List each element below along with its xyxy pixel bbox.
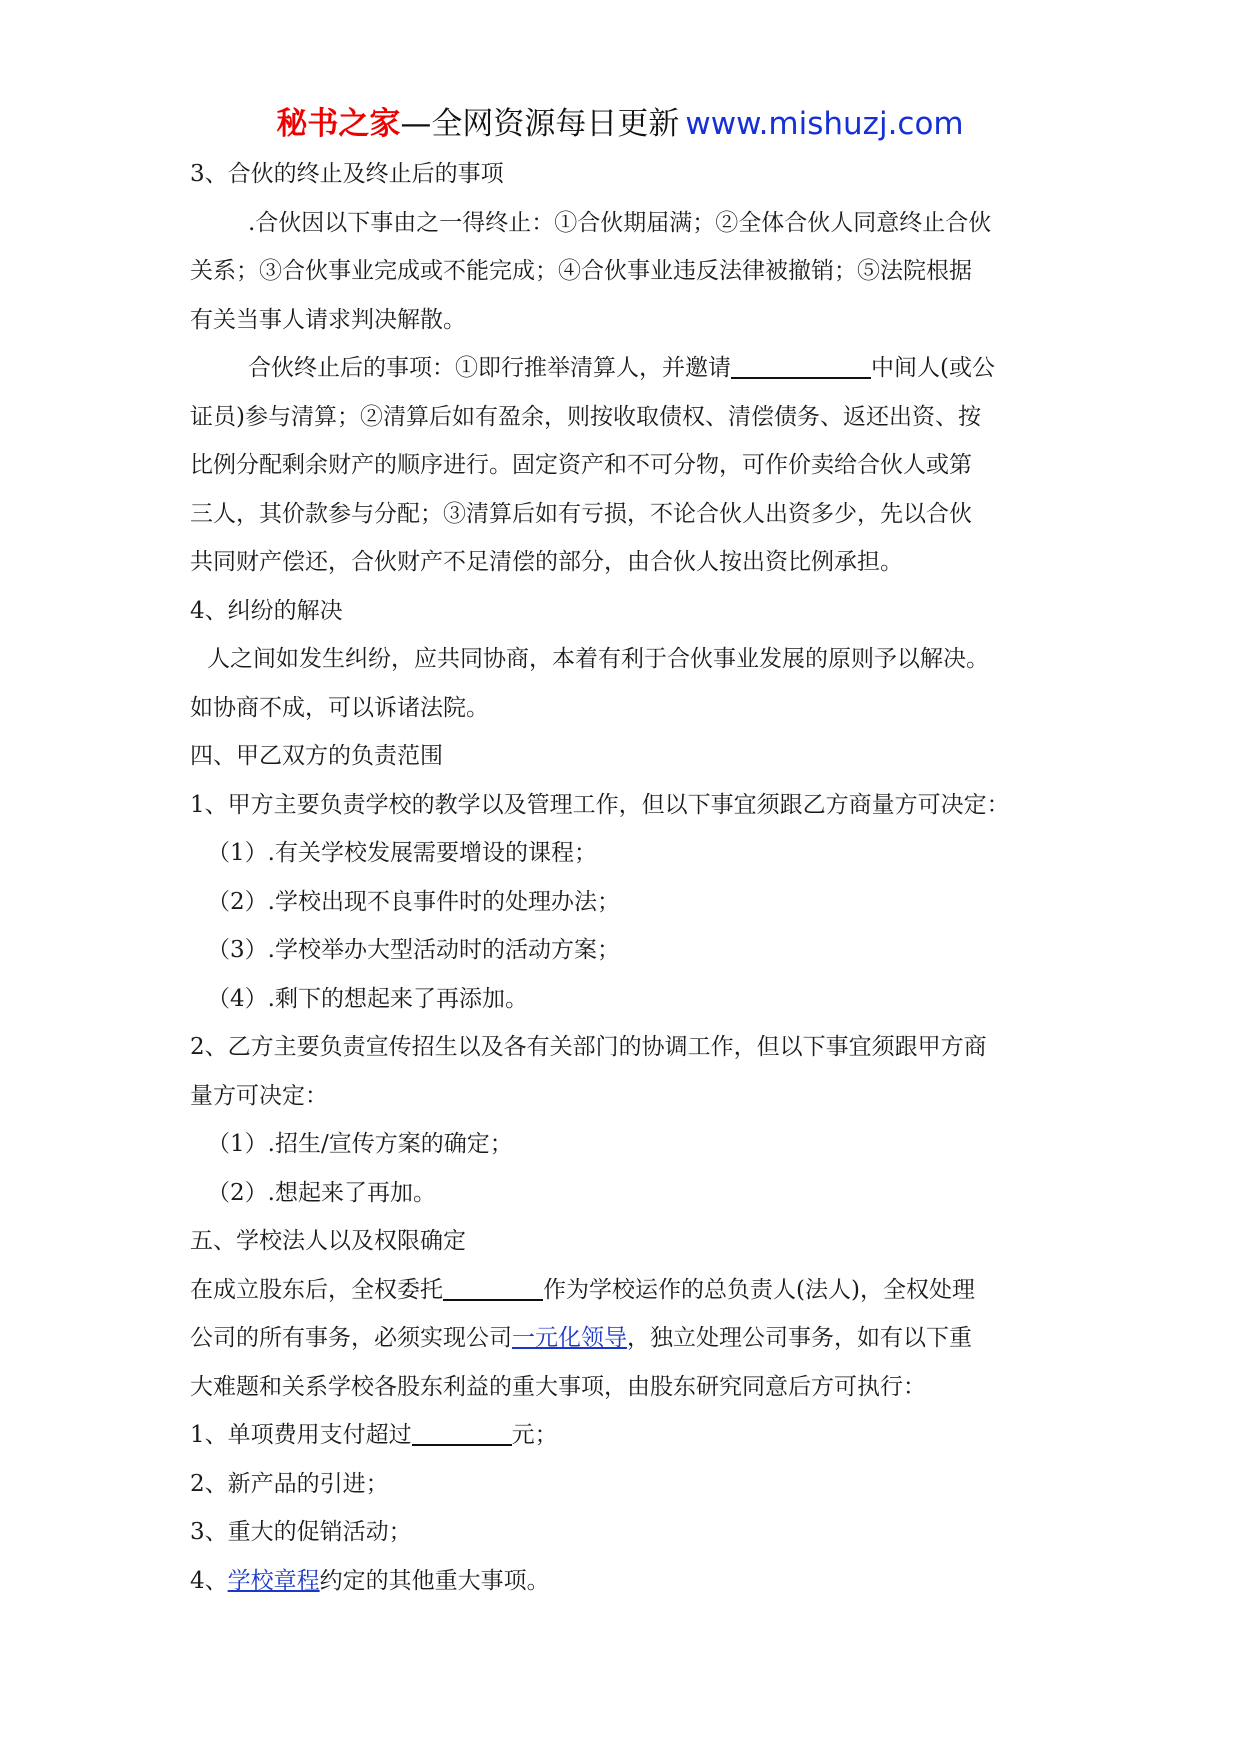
- paragraph-line: 1、甲方主要负责学校的教学以及管理工作，但以下事宜须跟乙方商量方可决定：: [190, 791, 1010, 818]
- document-body: [190, 150, 1100, 1605]
- paragraph-line: 比例分配剩余财产的顺序进行。固定资产和不可分物，可作价卖给合伙人或第: [190, 452, 972, 478]
- paragraph-line: 2、乙方主要负责宣传招生以及各有关部门的协调工作，但以下事宜须跟甲方商: [190, 1034, 987, 1060]
- list-item: [190, 1411, 1100, 1460]
- paragraph-line: 三人，其价款参与分配；③清算后如有亏损，不论合伙人出资多少，先以合伙: [190, 500, 972, 527]
- paragraph-line: 大难题和关系学校各股东利益的重大事项，由股东研究同意后方可执行：: [190, 1373, 926, 1400]
- school-charter-link[interactable]: 学校章程: [227, 1567, 320, 1594]
- text-segment: 4、: [190, 1567, 228, 1594]
- list-item: 2、新产品的引进；: [190, 1470, 389, 1497]
- site-url[interactable]: www.mishuzj.com: [685, 106, 964, 142]
- list-item: （1）.有关学校发展需要增设的课程；: [207, 840, 597, 866]
- paragraph-line: 证员)参与清算；②清算后如有盈余，则按收取债权、清偿债务、返还出资、按: [190, 403, 981, 430]
- list-item: （2）.学校出现不良事件时的处理办法；: [207, 888, 620, 915]
- text-segment: 在成立股东后，全权委托: [190, 1276, 443, 1303]
- paragraph-line: 如协商不成，可以诉诸法院。: [190, 694, 489, 721]
- paragraph-line: 关系；③合伙事业完成或不能完成；④合伙事业违反法律被撤销；⑤法院根据: [190, 258, 972, 284]
- header-slogan: —全网资源每日更新: [400, 106, 680, 142]
- list-item: （3）.学校举办大型活动时的活动方案；: [207, 937, 620, 963]
- text-segment: 合伙终止后的事项：①即行推举清算人，并邀请: [248, 355, 731, 381]
- list-item: 3、重大的促销活动；: [190, 1519, 412, 1545]
- brand-name: 秘书之家: [276, 106, 401, 142]
- paragraph-line: [190, 1266, 1100, 1315]
- fill-in-blank: [731, 357, 871, 379]
- section-heading: 3、合伙的终止及终止后的事项: [190, 161, 504, 187]
- text-segment: 中间人(或公: [871, 355, 995, 381]
- section-heading: 五、学校法人以及权限确定: [190, 1228, 466, 1254]
- paragraph-line: [190, 344, 1100, 393]
- fill-in-blank: [443, 1279, 543, 1301]
- list-item: （2）.想起来了再加。: [207, 1179, 436, 1206]
- paragraph-line: [190, 1314, 1100, 1363]
- unified-leadership-link[interactable]: 一元化领导: [512, 1325, 627, 1351]
- site-header: [0, 100, 1240, 148]
- section-heading: 4、纠纷的解决: [190, 597, 343, 624]
- text-segment: 作为学校运作的总负责人(法人)，全权处理: [543, 1276, 975, 1303]
- text-segment: 1、单项费用支付超过: [190, 1422, 412, 1448]
- list-item: （4）.剩下的想起来了再添加。: [207, 985, 528, 1012]
- fill-in-blank: [412, 1424, 512, 1446]
- list-item: （1）.招生/宣传方案的确定；: [207, 1131, 513, 1157]
- paragraph-line: 共同财产偿还，合伙财产不足清偿的部分，由合伙人按出资比例承担。: [190, 549, 903, 575]
- section-heading: 四、甲乙双方的负责范围: [190, 743, 443, 769]
- text-segment: 公司的所有事务，必须实现公司: [190, 1325, 512, 1351]
- text-segment: 约定的其他重大事项。: [319, 1567, 550, 1594]
- text-segment: 元；: [511, 1422, 558, 1448]
- list-item: [190, 1557, 1100, 1606]
- text-segment: ，独立处理公司事务，如有以下重: [627, 1325, 972, 1351]
- paragraph-line: 量方可决定：: [190, 1082, 328, 1109]
- paragraph-line: 人之间如发生纠纷，应共同协商，本着有利于合伙事业发展的原则予以解决。: [207, 646, 989, 672]
- paragraph-line: 有关当事人请求判决解散。: [190, 306, 466, 333]
- paragraph-line: .合伙因以下事由之一得终止：①合伙期届满；②全体合伙人同意终止合伙: [248, 209, 992, 236]
